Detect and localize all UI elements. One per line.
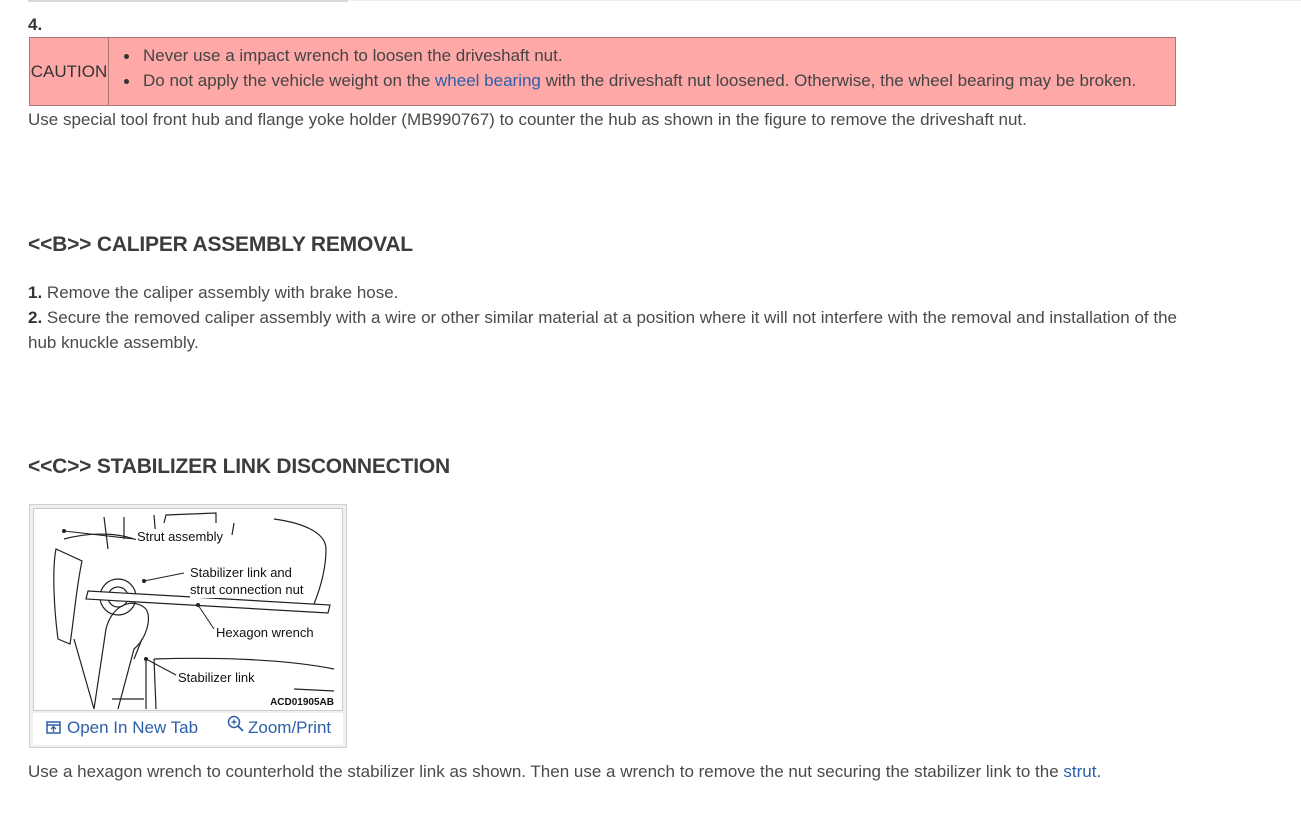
section-b-heading: <<B>> CALIPER ASSEMBLY REMOVAL	[28, 233, 413, 256]
open-in-new-tab-button[interactable]	[46, 716, 198, 741]
label-hexagon-wrench: Hexagon wrench	[216, 625, 314, 640]
figure-toolbar	[33, 713, 343, 745]
label-line: Stabilizer link and	[190, 565, 292, 580]
open-new-tab-icon	[46, 717, 61, 741]
label-strut-assembly: Strut assembly	[137, 529, 223, 544]
step-number: 4.	[28, 15, 43, 34]
instruction-text: Use a hexagon wrench to counterhold the stabilizer link as shown. Then use a wrench to remove the nut securing the stabilizer link to the	[28, 762, 1064, 781]
label-connection-nut	[190, 564, 303, 598]
stabilizer-link-diagram[interactable]	[33, 508, 343, 711]
caution-item	[109, 68, 1136, 93]
top-divider-light	[348, 0, 1301, 1]
caution-box	[29, 37, 1176, 106]
top-divider	[28, 0, 348, 2]
zoom-print-label: Zoom/Print	[248, 718, 332, 737]
section-b-step-2-cont: hub knuckle assembly.	[28, 333, 199, 352]
figure-container	[29, 504, 347, 748]
step-number: 1.	[28, 283, 43, 302]
caution-text: Do not apply the vehicle weight on the	[143, 71, 436, 90]
section-b-step-1	[28, 280, 398, 305]
step-4-instruction: Use special tool front hub and flange yoke holder (MB990767) to counter the hub as shown in the figure to remove the driveshaft nut.	[28, 110, 1027, 129]
section-c-heading: <<C>> STABILIZER LINK DISCONNECTION	[28, 455, 450, 478]
zoom-print-button[interactable]	[227, 713, 331, 740]
wheel-bearing-link[interactable]: wheel bearing	[435, 71, 541, 90]
caution-text: with the driveshaft nut loosened. Otherwise, the wheel bearing may be broken.	[540, 71, 1137, 90]
zoom-icon	[227, 715, 245, 740]
figure-code: ACD01905AB	[270, 697, 334, 708]
caution-item: Never use a impact wrench to loosen the driveshaft nut.	[109, 43, 1136, 68]
instruction-text: .	[1096, 762, 1102, 781]
label-stabilizer-link: Stabilizer link	[178, 670, 255, 685]
open-in-new-tab-label: Open In New Tab	[67, 718, 199, 737]
section-c-instruction	[28, 759, 1101, 784]
label-line: strut connection nut	[190, 582, 304, 597]
step-number: 2.	[28, 308, 43, 327]
step-text: Remove the caliper assembly with brake hose.	[42, 283, 399, 302]
strut-link[interactable]: strut	[1063, 762, 1097, 781]
caution-list	[109, 38, 1136, 105]
step-text: Secure the removed caliper assembly with a wire or other similar material at a position where it will not interfere with the removal and installation of the	[42, 308, 1177, 327]
caution-label: CAUTION	[30, 38, 109, 105]
section-b-step-2	[28, 305, 1177, 330]
